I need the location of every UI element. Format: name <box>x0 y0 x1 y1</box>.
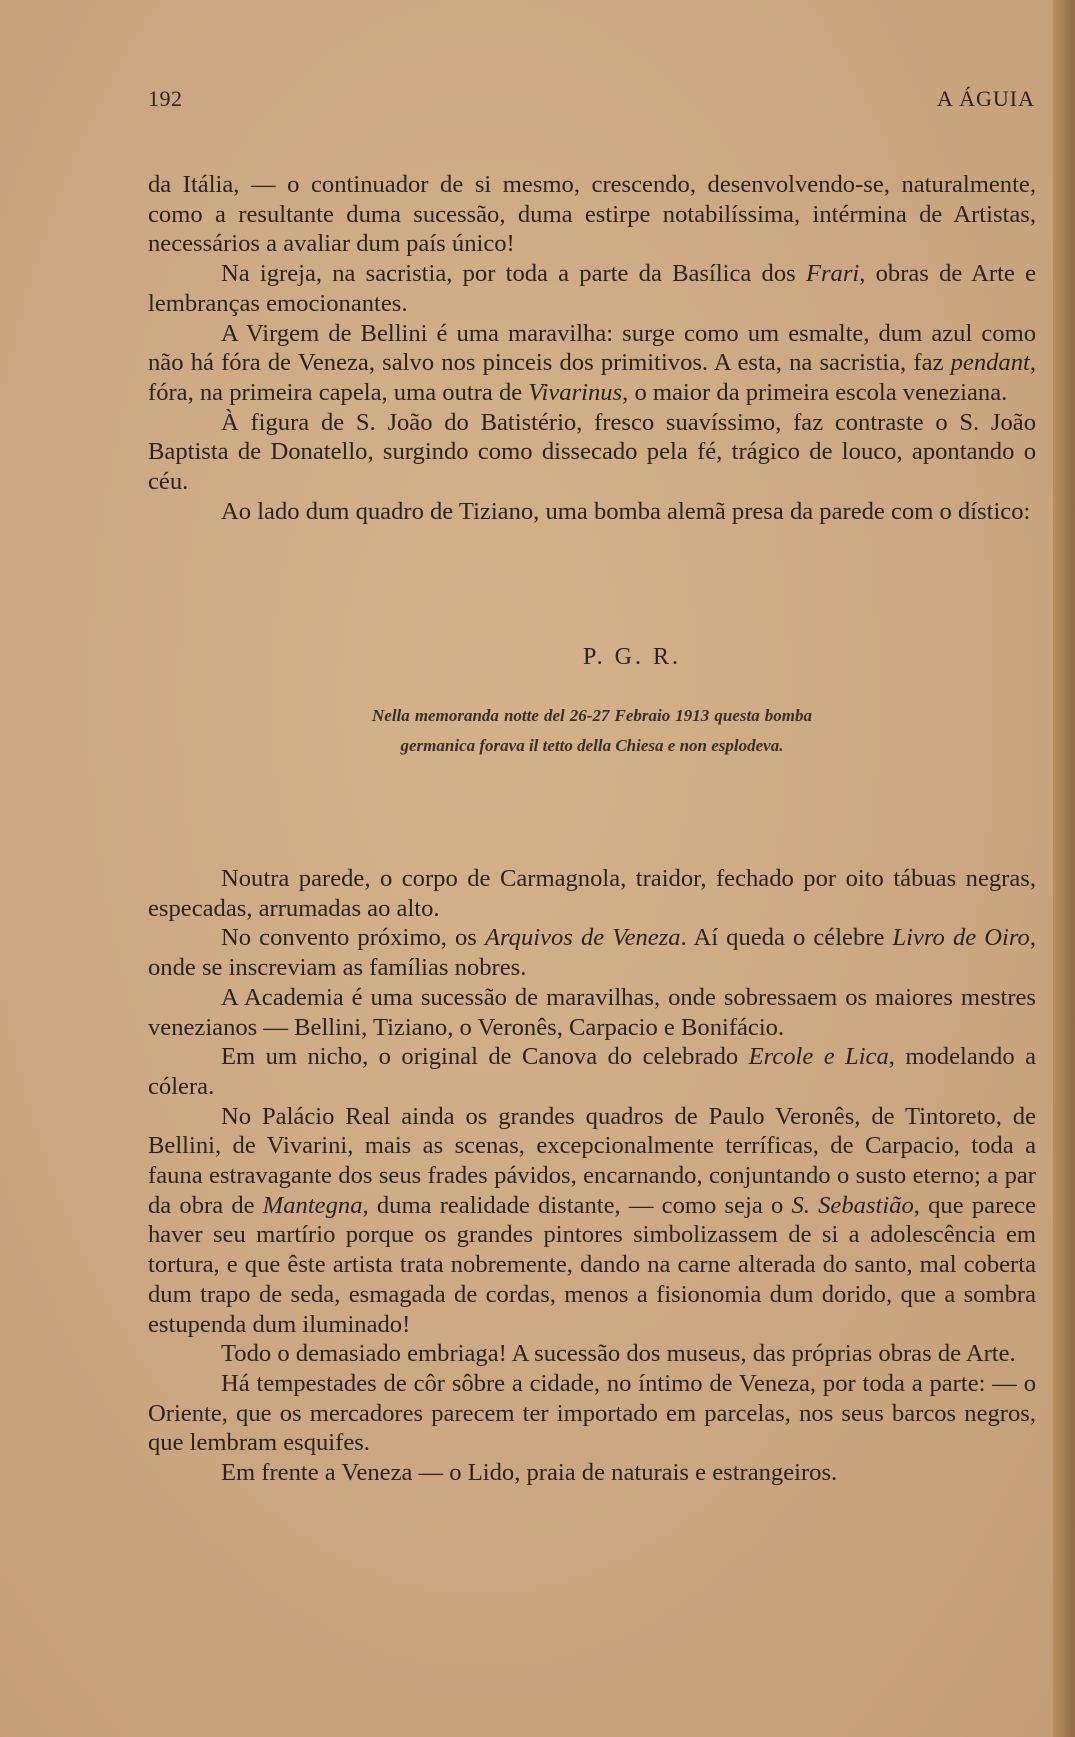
text-run: , que parece haver seu martírio porque os grandes pintores simbolizassem de si a adolescência em tortura, e que êste artista trata nobremente, dando na carne alterada do santo, mal coberta dum trapo de seda, esmagada de cordas, menos a fisionomia dum dorido, que a sombra estupenda dum iluminado! <box>148 1191 1037 1338</box>
inscription-text: Nella memoranda notte del 26-27 Febraio 1913 questa bomba germanica forava il tetto della Chiesa e non esplodeva. <box>372 706 812 755</box>
paragraph <box>148 983 1036 1042</box>
text-run: Ao lado dum quadro de Tiziano, uma bomba alemã presa da parede com o dístico: <box>221 497 1031 525</box>
text-run: da Itália, — o continuador de si mesmo, crescendo, desenvolvendo-se, naturalmente, como a resultante duma sucessão, duma estirpe notabilíssima, intérmina de Artistas, necessários a avaliar dum país único! <box>148 171 1036 258</box>
text-run: . Aí queda o célebre <box>680 924 893 952</box>
paragraph <box>148 259 1036 318</box>
text-block-before <box>148 170 1036 526</box>
text-run: , modelando a cólera. <box>148 1043 1036 1100</box>
page-edge <box>1053 0 1075 1737</box>
paragraph <box>148 1102 1036 1340</box>
italic-text: Vivarinus <box>528 378 623 406</box>
paragraph <box>148 1042 1036 1101</box>
paragraph <box>148 170 1036 259</box>
text-run: A Virgem de Bellini é uma maravilha: surge como um esmalte, dum azul como não há fóra de Veneza, salvo nos pinceis dos primitivos. A esta, na sacristia, faz <box>148 319 1036 377</box>
text-run: , obras de Arte e lembranças emocionantes. <box>148 260 1036 317</box>
paragraph <box>148 923 1036 982</box>
text-run: , o maior da primeira escola veneziana. <box>622 378 1008 406</box>
running-title: A ÁGUIA <box>936 86 1035 111</box>
italic-text: Arquivos de Veneza <box>484 924 681 952</box>
italic-text: pendant <box>950 349 1030 377</box>
paragraph <box>148 864 1036 923</box>
italic-text: S. Sebastião <box>791 1191 914 1219</box>
text-run: No Palácio Real ainda os grandes quadros de Paulo Veronês, de Tintoreto, de Bellini, de Vivarini, mais as scenas, excepcionalmente terríficas, de Carpacio, toda a fauna estravagante dos seus frades pávidos, encarnando, conjuntando o susto eterno; a par da obra de <box>148 1102 1036 1219</box>
text-run: No convento próximo, os <box>221 924 485 952</box>
paragraph <box>148 1339 1036 1369</box>
paragraph <box>148 497 1036 527</box>
italic-text: Ercole e Lica <box>748 1043 889 1071</box>
page-number: 192 <box>148 86 183 111</box>
paragraph <box>148 1458 1036 1488</box>
text-run: , duma realidade distante, — como seja o <box>362 1191 792 1219</box>
text-run: , onde se inscreviam as famílias nobres. <box>148 924 1036 982</box>
running-head <box>148 86 1035 114</box>
text-run: Na igreja, na sacristia, por toda a parte da Basílica dos <box>221 260 806 288</box>
text-run: A Academia é uma sucessão de maravilhas, onde sobressaem os maiores mestres venezianos — Bellini, Tiziano, o Veronês, Carpacio e Bonifácio. <box>148 983 1036 1041</box>
paragraph <box>148 408 1036 497</box>
italic-text: Mantegna <box>262 1191 363 1219</box>
inscription-heading: P. G. R. <box>582 644 682 670</box>
text-run: Todo o demasiado embriaga! A sucessão dos museus, das próprias obras de Arte. <box>221 1340 1016 1368</box>
bomb-inscription <box>148 644 1036 761</box>
text-run: Há tempestades de côr sôbre a cidade, no íntimo de Veneza, por toda a parte: — o Oriente, que os mercadores parecem ter importado em parcelas, nos seus barcos negros, que lembram esquifes. <box>148 1369 1036 1457</box>
text-block-after <box>148 864 1036 1488</box>
paragraph <box>148 1369 1036 1458</box>
text-run: À figura de S. João do Batistério, fresco suavíssimo, faz contraste o S. João Baptista de Donatello, surgindo como dissecado pela fé, trágico de louco, apontando o céu. <box>148 408 1036 496</box>
text-run: Noutra parede, o corpo de Carmagnola, traidor, fechado por oito tábuas negras, especadas, arrumadas ao alto. <box>148 865 1036 922</box>
italic-text: Frari <box>805 260 860 288</box>
italic-text: Livro de Oiro <box>892 924 1030 952</box>
paragraph <box>148 319 1036 408</box>
text-run: , fóra, na primeira capela, uma outra de <box>148 349 1036 406</box>
text-run: Em um nicho, o original de Canova do celebrado <box>221 1043 749 1071</box>
text-run: Em frente a Veneza — o Lido, praia de naturais e estrangeiros. <box>221 1459 838 1487</box>
